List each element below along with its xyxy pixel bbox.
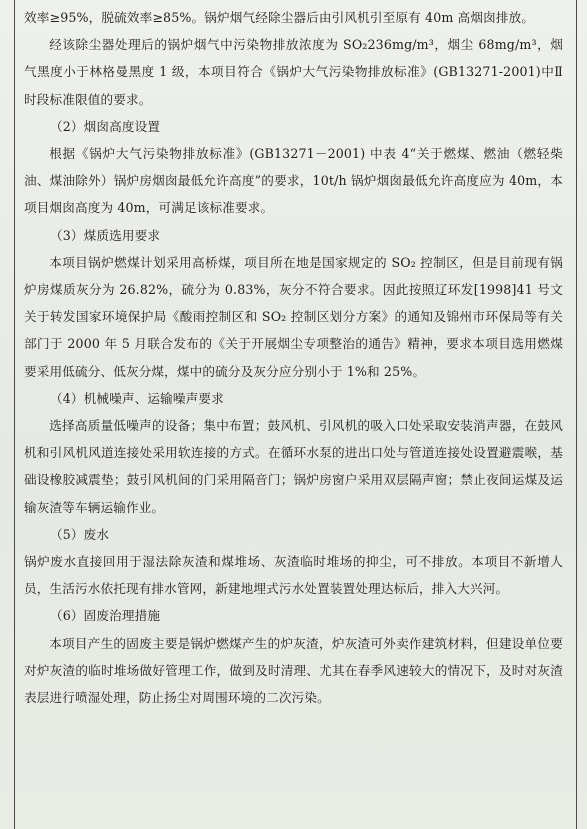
paragraph-wastewater: 锅炉废水直接回用于湿法除灰渣和煤堆场、灰渣临时堆场的抑尘，可不排放。本项目不新增人员，生活污水依托现有排水管网，新建地埋式污水处置装置处理达标后，排入大兴河。 <box>24 554 563 597</box>
paragraph-noise-requirements: 选择高质量低噪声的设备；集中布置；鼓风机、引风机的吸入口处采取安装消声器，在鼓风机和引风机风道连接处采用软连接的方式。在循环水泵的进出口处与管道连接处设置避震喉，基础设橡胶减震垫；鼓引风机间的门采用隔音门；锅炉房窗户采用双层隔声窗；禁止夜间运煤及运输灰渣等车辆运输作业。 <box>24 418 563 515</box>
paragraph-coal-quality: 本项目锅炉燃煤计划采用高桥煤，项目所在地是国家规定的 SO₂ 控制区，但是目前现有锅炉房煤质灰分为 26.82%，硫分为 0.83%，灰分不符合要求。因此按照辽环发[1998]41 号文关于转发国家环境保护局《酸雨控制区和 SO₂ 控制区划分方案》的通知及锦州市环保局等有关部门于 2000 年 5 月联合发布的《关于开展烟尘专项整治的通告》精神，要求本项目选用燃煤要采用低硫分、低灰分煤，煤中的硫分及灰分应分别小于 1%和 25%。 <box>24 254 563 379</box>
heading-chimney-height: （2）烟囱高度设置 <box>50 118 161 134</box>
heading-noise-requirements: （4）机械噪声、运输噪声要求 <box>50 390 224 406</box>
paragraph-solid-waste: 本项目产生的固废主要是锅炉燃煤产生的炉灰渣，炉灰渣可外卖作建筑材料，但建设单位要对炉灰渣的临时堆场做好管理工作，做到及时清理、尤其在春季风速较大的情况下，及时对灰渣表层进行喷湿处理，防止扬尘对周围环境的二次污染。 <box>24 635 563 706</box>
paragraph-removal-efficiency: 效率≥95%，脱硫效率≥85%。锅炉烟气经除尘器后由引风机引至原有 40m 高烟囱排放。 <box>24 10 535 25</box>
heading-coal-quality: （3）煤质选用要求 <box>50 227 161 243</box>
heading-wastewater: （5）废水 <box>50 526 110 542</box>
document-body <box>24 4 563 711</box>
paragraph-emission-concentration: 经该除尘器处理后的锅炉烟气中污染物排放浓度为 SO₂236mg/m³，烟尘 68mg/m³，烟气黑度小于林格曼黑度 1 级，本项目符合《锅炉大气污染物排放标准》(GB13271-2001)中Ⅱ时段标准限值的要求。 <box>24 37 563 107</box>
page-border-right <box>576 0 577 829</box>
heading-solid-waste: （6）固废治理措施 <box>50 608 161 624</box>
paragraph-chimney-height: 根据《锅炉大气污染物排放标准》(GB13271－2001) 中表 4“关于燃煤、燃油（燃轻柴油、煤油除外）锅炉房烟囱最低允许高度”的要求，10t/h 锅炉烟囱最低允许高度应为 40m，本项目烟囱高度为 40m，可满足该标准要求。 <box>24 146 563 216</box>
page-border-left <box>14 0 15 829</box>
